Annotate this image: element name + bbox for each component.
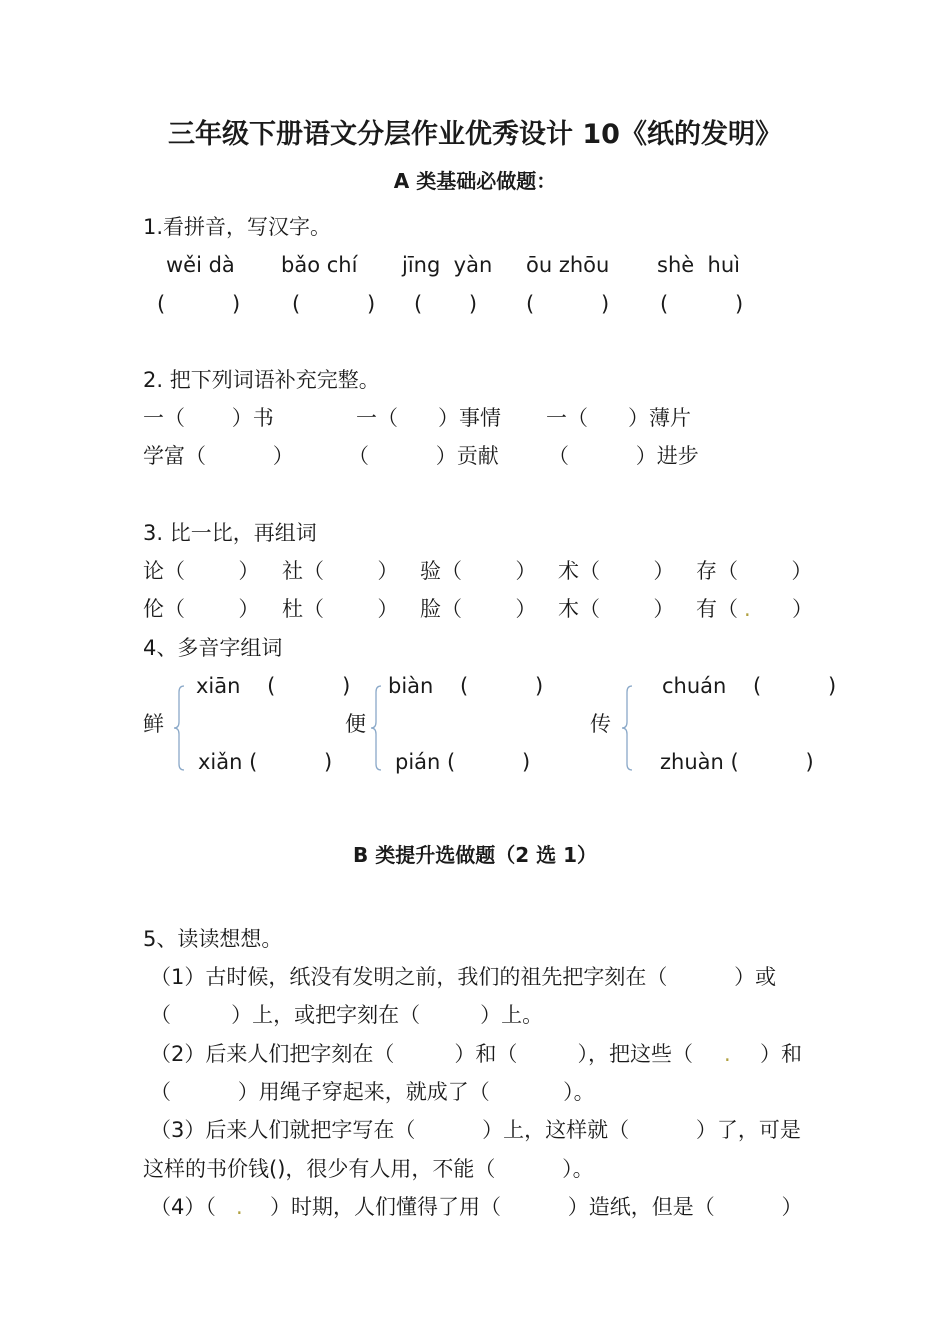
q5-line[interactable]: （4）（ [150, 1195, 216, 1219]
q3-item[interactable]: 有（ [696, 597, 738, 621]
q2-item[interactable]: （ ）贡献 [348, 444, 499, 468]
q2-item[interactable]: 一（ ）薄片 [546, 406, 692, 430]
q2-item[interactable]: （ ）进步 [548, 444, 699, 468]
q2-item[interactable]: 一（ ）事情 [356, 406, 502, 430]
q3-item[interactable]: 存（ ） [696, 559, 813, 583]
q4-reading[interactable]: pián ( ) [395, 750, 531, 774]
document-title: 三年级下册语文分层作业优秀设计 10《纸的发明》 [168, 119, 782, 150]
q2-heading: 2. 把下列词语补充完整。 [143, 368, 380, 392]
q3-item[interactable]: 脸（ ） [420, 597, 537, 621]
q3-dot: . [744, 597, 751, 621]
q1-blank-4[interactable]: ( ) [526, 292, 610, 316]
q5-line[interactable]: ）时期，人们懂得了用（ ）造纸，但是（ ） [270, 1195, 803, 1219]
brace-icon [172, 684, 186, 772]
q4-reading[interactable]: zhuàn ( ) [660, 750, 814, 774]
q1-blank-2[interactable]: ( ) [292, 292, 376, 316]
q3-item[interactable]: 术（ ） [558, 559, 675, 583]
q5-line[interactable]: （1）古时候，纸没有发明之前，我们的祖先把字刻在（ ）或 [150, 965, 777, 989]
brace-icon [369, 684, 383, 772]
q4-char-bian: 便 [345, 712, 366, 736]
q4-char-chuan: 传 [590, 712, 611, 736]
q5-line[interactable]: （ ）用绳子穿起来，就成了（ ）。 [150, 1080, 595, 1104]
q5-line-tail: ）和 [760, 1042, 802, 1066]
q1-blank-3[interactable]: ( ) [414, 292, 478, 316]
q5-dot: . [236, 1195, 243, 1219]
q4-reading[interactable]: xiǎn ( ) [198, 750, 333, 774]
q4-heading: 4、多音字组词 [143, 636, 283, 660]
section-a-heading: A 类基础必做题： [393, 169, 557, 193]
q1-blank-5[interactable]: ( ) [660, 292, 744, 316]
q1-blank-1[interactable]: ( ) [157, 292, 241, 316]
q3-item[interactable]: 杜（ ） [282, 597, 399, 621]
q5-line[interactable]: （ ）上，或把字刻在（ ）上。 [150, 1003, 544, 1027]
q3-heading: 3. 比一比，再组词 [143, 521, 317, 545]
q3-close: ） [792, 597, 813, 621]
q2-item[interactable]: 学富（ ） [143, 444, 294, 468]
q4-reading[interactable]: xiān ( ) [196, 674, 351, 698]
q5-heading: 5、读读想想。 [143, 927, 283, 951]
q5-line[interactable]: （3）后来人们就把字写在（ ）上，这样就（ ）了，可是 [150, 1118, 801, 1142]
section-b-heading: B 类提升选做题（2 选 1） [353, 843, 597, 867]
q5-line[interactable]: （2）后来人们把字刻在（ ）和（ ），把这些（ [150, 1042, 694, 1066]
q3-item[interactable]: 验（ ） [420, 559, 537, 583]
q5-dot: . [724, 1042, 731, 1066]
q4-reading[interactable]: chuán ( ) [662, 674, 837, 698]
q3-item[interactable]: 伦（ ） [143, 597, 260, 621]
q1-pinyin-5: shè huì [657, 253, 740, 277]
q1-pinyin-4: ōu zhōu [526, 253, 610, 277]
q1-pinyin-3: jīng yàn [402, 253, 493, 277]
brace-icon [620, 684, 634, 772]
q4-char-xian: 鲜 [143, 712, 164, 736]
q1-pinyin-2: bǎo chí [281, 253, 358, 277]
q2-item[interactable]: 一（ ）书 [143, 406, 274, 430]
q3-item[interactable]: 论（ ） [143, 559, 260, 583]
q5-line[interactable]: 这样的书价钱()，很少有人用，不能（ ）。 [143, 1157, 594, 1181]
q4-reading[interactable]: biàn ( ) [388, 674, 544, 698]
q1-pinyin-1: wěi dà [166, 253, 235, 277]
q3-item[interactable]: 木（ ） [558, 597, 675, 621]
q1-heading: 1.看拼音，写汉字。 [143, 215, 332, 239]
q3-item[interactable]: 社（ ） [282, 559, 399, 583]
